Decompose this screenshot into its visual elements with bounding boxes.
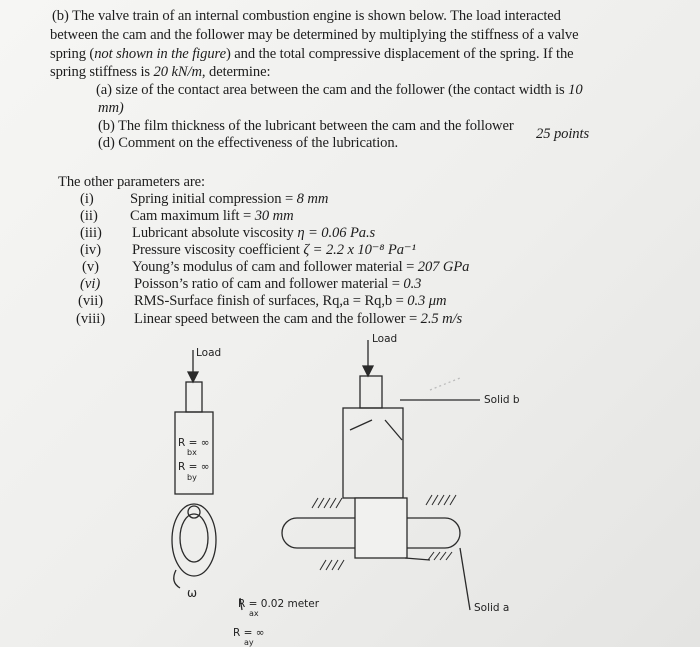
- question-a: (a) size of the contact area between the cam and the follower (the contact width is 10: [96, 82, 583, 98]
- solid-a-label: Solid a: [474, 602, 510, 614]
- cam-outer-left: [172, 504, 216, 576]
- load-label-right: Load: [372, 333, 398, 345]
- rbx-label: R = ∞: [178, 437, 210, 449]
- load-label-left: Load: [196, 347, 222, 359]
- valve-stem-left: [186, 382, 202, 412]
- intro-line-2: between the cam and the follower may be determined by multiplying the stiffness of a valve: [50, 27, 579, 43]
- cam-contact-left: [188, 506, 200, 518]
- omega-label: ω: [187, 586, 198, 600]
- rbx-sub: bx: [187, 448, 197, 457]
- follower-detail-2: [385, 420, 402, 440]
- cam-inner-left: [180, 514, 208, 562]
- follower-detail-1: [350, 420, 372, 430]
- question-b: (b) The film thickness of the lubricant between the cam and the follower: [98, 118, 514, 134]
- ray-label: R = ∞: [233, 627, 265, 639]
- rax-label: R = 0.02 meter: [238, 598, 320, 610]
- ray-sub: ay: [244, 638, 254, 647]
- solid-b-label: Solid b: [484, 394, 520, 406]
- points-label: 25 points: [536, 126, 590, 142]
- load-arrowhead-right: [363, 366, 373, 376]
- question-a-unit: mm): [98, 100, 124, 116]
- rby-sub: by: [187, 473, 197, 482]
- document-page: (b) The valve train of an internal combustion engine is shown below. The load interacted between the cam and the follower may be determined by multiplying the stiffness of a valve spring (not shown in the figure) and the total compressive displacement of the spring. If the spring stiffness is 20 kN/m, determine: (a) size of the contact area between the cam and the follower (the contact width is 10 mm) (b) The film thickness of the lubricant between the cam and the follower (d) Comment on the effectiveness of the lubrication. 25 points The other parameters are: (i) Spring initial compression = 8 mm (ii) Cam maximum lift = 30 mm (iii) Lubricant absolute viscosity η = 0.06 Pa.s (iv) Pressure viscosity coefficient ζ = 2.2 x 10⁻⁸ Pa⁻¹ (v) Young’s modulus of cam and follower material = 207 GPa (vi) Poisson’s ratio of cam and follower material = 0.3 (vii) RMS-Surface finish of surfaces, Rq,a = Rq,b = 0.3 μm (viii) Linear speed between the cam and the follower = 2.5 m/s Load Load R = ∞ bx R = ∞ by ω R = 0.02 meter ax R = ∞ ay Solid b Solid a: [0, 0, 700, 647]
- intro-line-4: spring stiffness is 20 kN/m, determine:: [50, 64, 271, 80]
- solid-a-leader: [460, 548, 470, 610]
- follower-body-right: [343, 408, 403, 498]
- question-d: (d) Comment on the effectiveness of the lubrication.: [98, 135, 399, 151]
- params-heading: The other parameters are:: [58, 174, 206, 190]
- cam-rotation-arrow: [174, 570, 180, 588]
- valve-stem-right: [360, 376, 382, 408]
- rax-sub: ax: [249, 609, 259, 618]
- cam-base-line: [405, 558, 430, 560]
- cam-block: [355, 498, 407, 558]
- load-arrowhead-left: [188, 372, 198, 382]
- rby-label: R = ∞: [178, 461, 210, 473]
- faint-mark: [430, 378, 460, 390]
- intro-line-3: spring (not shown in the figure) and the total compressive displacement of the spring. If the: [50, 46, 574, 62]
- intro-line-1: (b) The valve train of an internal combustion engine is shown below. The load interacted: [52, 8, 561, 24]
